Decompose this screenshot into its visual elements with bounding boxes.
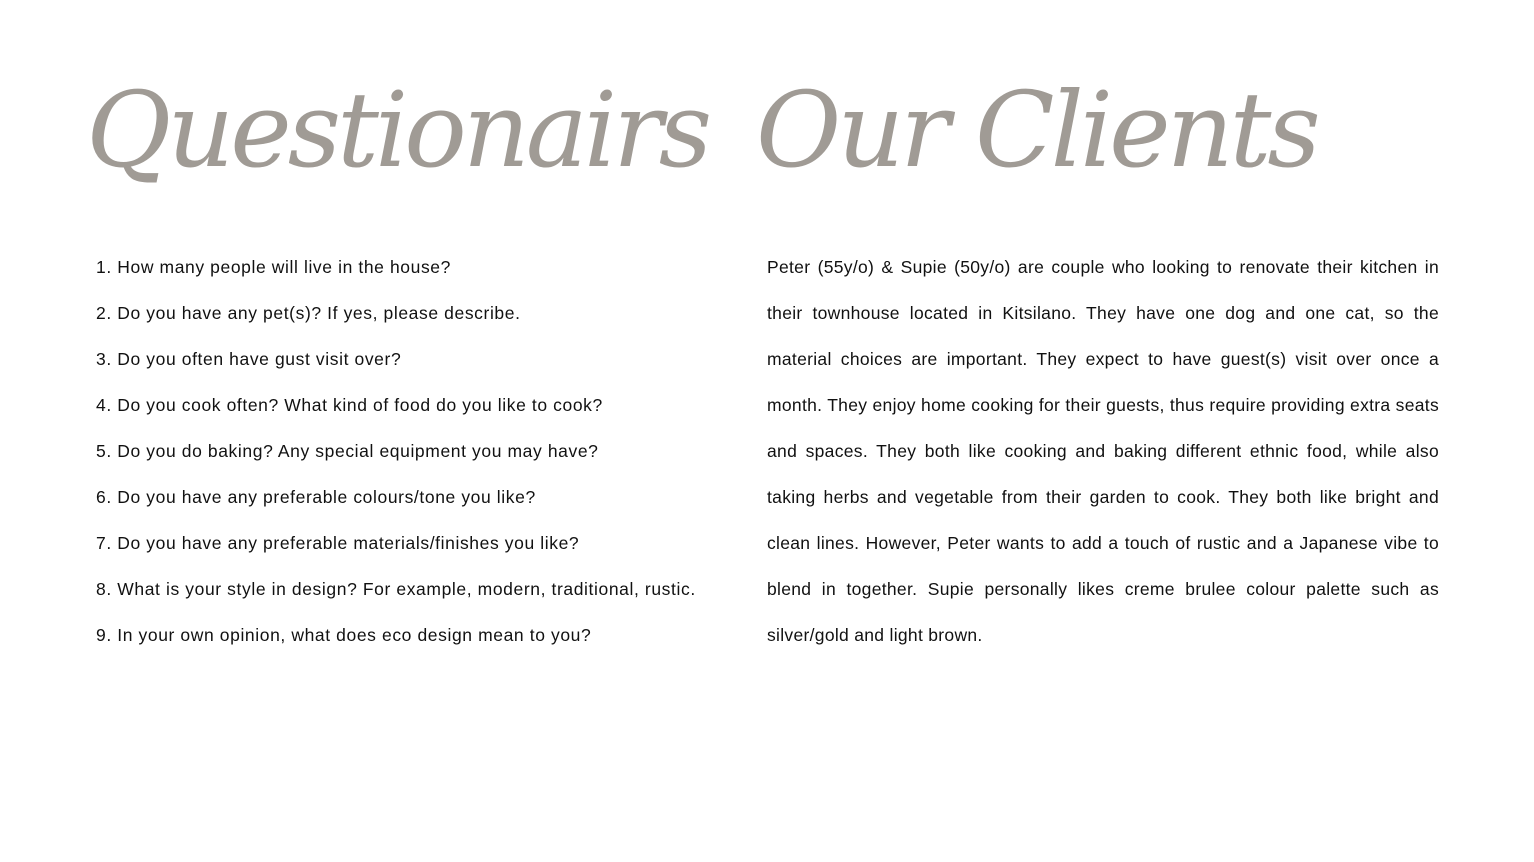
clients-description: Peter (55y/o) & Supie (50y/o) are couple who looking to renovate their kitchen in their townhouse located in Kitsilano. They have one dog and one cat, so the material choices are important. They expect to have guest(s) visit over once a month. They enjoy home cooking for their guests, thus require providing extra seats and spaces. They both like cooking and baking different ethnic food, while also taking herbs and vegetable from their garden to cook. They both like bright and clean lines. However, Peter wants to add a touch of rustic and a Japanese vibe to blend in together. Supie personally likes creme brulee colour palette such as silver/gold and light brown. — [767, 257, 1439, 645]
question-item: 9. In your own opinion, what does eco design mean to you? — [96, 625, 592, 645]
question-item: 1. How many people will live in the house? — [96, 257, 451, 277]
question-item: 4. Do you cook often? What kind of food do you like to cook? — [96, 395, 603, 415]
our-clients-title: Our Clients — [756, 69, 1317, 191]
question-item: 6. Do you have any preferable colours/tone you like? — [96, 487, 536, 507]
question-item: 5. Do you do baking? Any special equipment you may have? — [96, 441, 599, 461]
questionairs-title: Questionairs — [86, 69, 709, 191]
questionnaire-list — [96, 244, 746, 658]
question-item: 3. Do you often have gust visit over? — [96, 349, 402, 369]
question-item: 8. What is your style in design? For example, modern, traditional, rustic. — [96, 579, 696, 599]
question-item: 7. Do you have any preferable materials/finishes you like? — [96, 533, 580, 553]
question-item: 2. Do you have any pet(s)? If yes, please describe. — [96, 303, 521, 323]
